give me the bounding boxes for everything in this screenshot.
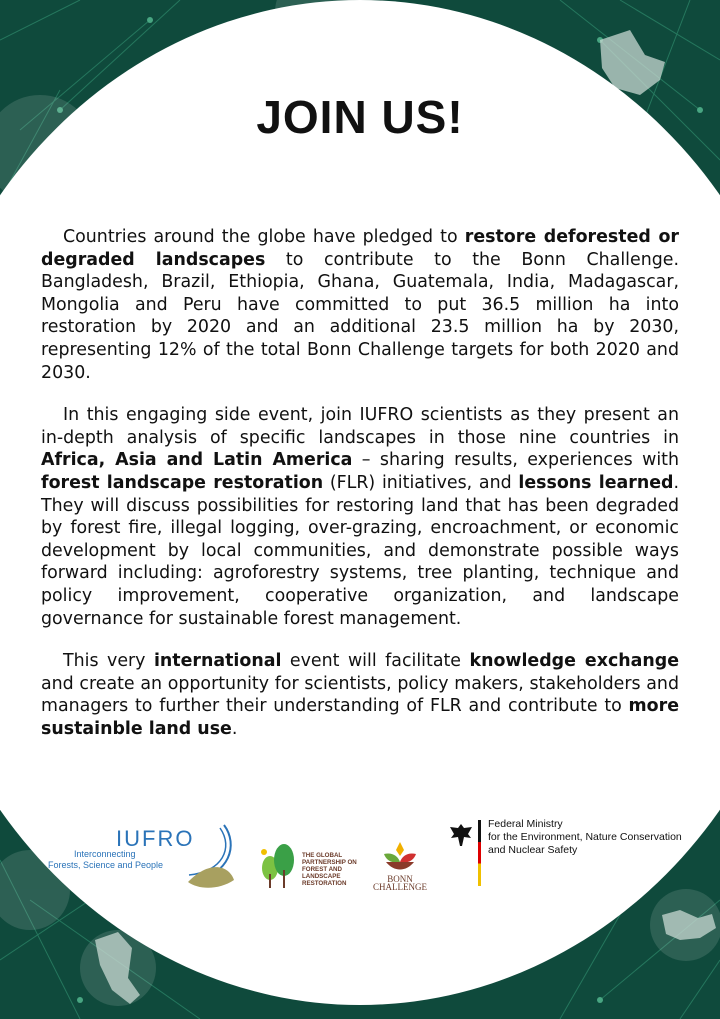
text-run: and create an opportunity for scientists, policy makers, stakeholders and managers to further their understanding of FLR and contribute to xyxy=(41,673,679,717)
text-run: (FLR) initiatives, and xyxy=(323,472,519,493)
german-flag-bar xyxy=(478,820,481,886)
iufro-swoosh-icon xyxy=(184,820,244,890)
bold-phrase: more sustainble land use xyxy=(41,696,679,739)
text-run: Countries around the globe have pledged to xyxy=(63,227,465,247)
text-run: . They will discuss possibilities for restoring land that has been degraded by forest fire, illegal logging, over-grazing, encroachment, or economic development by local communities, and demonstrate possible ways forward including: agroforestry systems, tree planting, technique and policy improvement, cooperative organization, and landscape governance for sustainable forest management. xyxy=(41,472,679,629)
bonn-line-2: CHALLENGE xyxy=(373,882,427,892)
paragraph-3 xyxy=(41,650,679,740)
iufro-tagline-1: Interconnecting xyxy=(74,849,136,859)
iufro-tagline-2: Forests, Science and People xyxy=(48,860,164,870)
bmu-line-3: and Nuclear Safety xyxy=(488,844,578,856)
iufro-logo xyxy=(44,816,244,896)
gpflr-trees-icon xyxy=(258,840,300,890)
text-run: event will facilitate xyxy=(281,651,470,672)
partner-logos xyxy=(0,810,720,900)
body-text xyxy=(41,226,679,760)
bonn-challenge-plant-icon xyxy=(380,836,420,872)
bold-phrase: lessons learned xyxy=(518,472,674,493)
bold-phrase: restore deforested or degraded landscapes xyxy=(41,227,679,270)
paragraph-2 xyxy=(41,404,679,630)
bold-phrase: Africa, Asia and Latin America xyxy=(41,450,353,471)
bmu-line-1: Federal Ministry xyxy=(488,818,563,830)
bmu-logo xyxy=(446,816,686,896)
text-run: This very xyxy=(63,651,154,672)
paragraph-1 xyxy=(41,226,679,384)
bold-phrase: forest landscape restoration xyxy=(41,472,324,493)
text-run: – sharing results, experiences with xyxy=(352,450,679,471)
iufro-name: IUFRO xyxy=(116,826,195,851)
bold-phrase: international xyxy=(153,651,282,672)
gpflr-text: THE GLOBAL PARTNERSHIP ON FOREST AND LANDSCAPE RESTORATION xyxy=(302,852,357,887)
german-eagle-icon xyxy=(448,822,474,848)
bonn-challenge-logo xyxy=(372,836,428,896)
text-run: In this engaging side event, join IUFRO scientists as they present an in-depth analysis of specific landscapes in those nine countries in xyxy=(41,405,679,448)
text-run: to contribute to the Bonn Challenge. Bangladesh, Brazil, Ethiopia, Ghana, Guatemala, India, Madagascar, Mongolia and Peru have committed to put 36.5 million ha into restoration by 2020 and an additional 23.5 million ha by 2030, representing 12% of the total Bonn Challenge targets for both 2020 and 2030. xyxy=(41,249,679,383)
page-title: JOIN US! xyxy=(256,91,464,143)
text-run: . xyxy=(231,718,238,739)
bmu-line-2: for the Environment, Nature Conservation xyxy=(488,831,682,843)
bold-phrase: knowledge exchange xyxy=(469,651,679,672)
gpflr-logo xyxy=(258,840,358,900)
bonn-line-1: BONN xyxy=(387,874,413,884)
